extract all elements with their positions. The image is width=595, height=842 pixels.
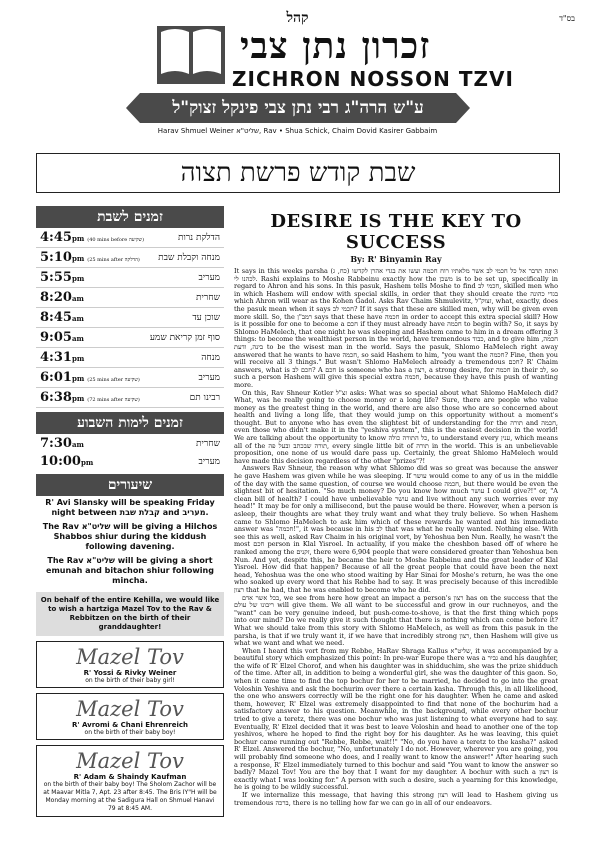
zman-row: 4:31pm מנחה: [36, 348, 224, 368]
mazal-tov-occasion: on the birth of their baby boy!: [84, 729, 176, 736]
kehilla-note: On behalf of the entire Kehilla, we would like to wish a hartziga Mazel Tov to the Rav & Rebbitzen on the birth of their granddaughter!: [36, 592, 224, 636]
mazal-tov-box: [36, 693, 224, 740]
title-english: ZICHRON NOSSON TZVI: [232, 67, 514, 91]
article-title: DESIRE IS THE KEY TO SUCCESS: [270, 211, 522, 253]
bsd-mark: בס"ד: [559, 14, 575, 23]
mazal-tov-box: [36, 641, 224, 688]
zman-row: 5:55pm מעריב: [36, 268, 224, 288]
mazal-tov-script: Mazel Tov: [76, 697, 184, 721]
zman-row: 6:01pm (25 mins after שקיעה) מעריב: [36, 368, 224, 388]
week-row: 7:30am שחרית: [40, 435, 220, 451]
open-book-icon: [155, 22, 227, 86]
mazal-tov-box: [36, 745, 224, 817]
mazal-tov-names: R' Yossi & Rivky Weiner: [83, 669, 177, 677]
week-row: 10:00pm מעריב: [40, 453, 220, 469]
mazal-tov-script: Mazel Tov: [76, 749, 184, 773]
mazal-tov-names: R' Avromi & Chani Ehrenreich: [72, 721, 188, 729]
article-byline: By: R' Binyamin Ray: [350, 254, 442, 264]
sidebar: [36, 206, 224, 817]
mazal-tov-names: R' Adam & Shaindy Kaufman: [73, 773, 187, 781]
shiurim-header: שיעורים: [36, 474, 224, 496]
article-paragraph: If we internalize this message, that having this strong רצון will lead to Hashem giving us tremendous ברכה, there is no telling how far we can go in all of our endeavors.: [234, 790, 558, 807]
staff-line: Harav Shmuel Weiner שליט"א, Rav • Shua Schick, Chaim Dovid Kasirer Gabbaim: [157, 127, 438, 135]
zman-row: 8:45am שוכן עד: [36, 308, 224, 328]
mazal-tov-occasion: on the birth of their baby boy! The Sholom Zachor will be at Maavar Mitla 7, Apt. 23 after 8:45. The Bris IY"H will be Monday morning at the Sadigura Hall on Shmuel Hanavi 79 at 8:45 AM.: [43, 781, 217, 812]
zmanim-week-header: זמנים לימות השבוע: [36, 412, 224, 434]
zmanim-shabbos-header: זמנים לשבת: [36, 206, 224, 228]
mazal-tov-occasion: on the birth of their baby girl!: [85, 677, 175, 684]
zman-row: 9:05am סוף זמן קריאת שמע: [36, 328, 224, 348]
shiur-item: R' Avi Slansky will be speaking Friday night between קבלת שבת and מעריב.: [45, 498, 215, 517]
article-paragraph: It says in this weeks parsha (כח, ג) ואתה תדבר אל כל חכמי לב אשר מלאתיו רוח חכמה ועשו את בגדי אהרן לקדשו לכהנו לי. Rashi explains to Moshe Rabbeinu exactly how the משכן is to be set up, specifically in regard to Ahron and his sons. In this pasuk, Hashem tells Moshe to find חכמי לב, skilled men who in which Hashem will endow with special skills, in order that they should create the בגדי כהונה which Ahron will wear as the Kohen Gadol. Asks Rav Chaim Shmulevitz, זצוק"ל, what, exactly, does the pasuk mean when it says חכמי לב? If it says that these are skilled men, why will be given even more skill. So, the רמב"ן says that these have חכמה in order to accept this extra special skill? How is it possible for one to become a חכם if they must already have חכמה to begin with? So, it says by Shlomo HaMelech, that one night he was sleeping and Hashem came to him in a dream offering 3 things: to become the wealthiest person in the world, have tremendous כבוד, and to give him חכמה, בינה, ודעת to be the wisest man in the world. Says the pasuk, Shlomo HaMelech right away answered that he wants to have חכמה, so said Hashem to him, "you want the חכמה? Fine, then you will receive all 3 things." But wasn't Shlomo HaMelech already a tremendous חכם? R' Chaim answers, what is חכם לב? A חכם is someone who has a רצון, a strong desire, for חכמה in their לב, so such a person Hashem will give this special extra חכמה, because they have this push of wanting more.: [234, 267, 559, 389]
zman-row: 5:10pm (25 mins after הדלקה) מנחה וקבלת שבת: [36, 248, 224, 268]
zman-row: 6:38pm (72 mins after שקיעה) רבינו תם: [36, 388, 224, 408]
zman-row: 4:45pm (40 mins before שקיעה) הדלקת נרות: [36, 228, 224, 248]
shiur-item: The Rav שליט"א will be giving a short emunah and bitachon shiur following mincha.: [46, 556, 214, 585]
zman-row: 8:20am שחרית: [36, 288, 224, 308]
parsha-title: שבת קודש פרשת תצוה: [36, 153, 560, 193]
article-body: [234, 268, 558, 807]
kahal-label: קהל: [286, 10, 309, 26]
mazal-tov-script: Mazel Tov: [76, 645, 184, 669]
shiurim-list: [36, 496, 224, 592]
article-paragraph: Answers Rav Shneur, the reason why what Shlomo did was so great was because the answer he gave Hashem was given while he was sleeping. If עושר would come to any of us in the middle of the day with the same question, of course we would choose חכמה, but there would be even the slightest bit of hesitation. "So much money? Do you know how much עושר I could give?!" or, "A clean bill of health? I could have unbelievable עושר and live without any such worries ever my head!" It may be for only a millisecond, but the pause would be there. However, when a person is asleep, their thoughts are what they truly want and what they truly believe. So when Hashem came to Shlomo HaMelech to ask him which of these rewards he wanted and his immediate answer was "חכמה!", it was because in his לב that was what he really wanted. Nothing else. With see this as well, asked Rav Chaim in his original vort, by Yehoshua ben Nun. Really, he wasn't the most חכם person in Klal Yisroel. In actuality, if you make the cheshbon based off of where he ranked among the זקנים, there were 6,904 people that were considered greater than Yehoshua ben Nun. And yet, despite this, he became the heir to Moshe Rabbeinu and the great leader of Klal Yisroel. How did that happen? Because of all the great people that could have been the next head, Yehoshua was the one who stood waiting by Har Sinai for Moshe's return, he was the one who soaked up every word that his Rebbe had to say. It was precisely because of this incredible רצון that he had, that he was enabled to become who he did.: [234, 464, 559, 594]
zmanim-shabbos-list: [36, 228, 224, 408]
article-paragraph: On this, Rav Shneur Kotler זצ"ל asks: What was so special about what Shlomo HaMelech did? What, was he really going to choose money or a long life? Sure, there are people who value money as the greatest thing in the world, and there are also those who are so concerned about health and living a long life, that they would jump on this opportunity without a moment's thought. But to anyone who has even the slightest bit of understanding for the תורה and חכמה, even those who didn't make it in the "yeshiva system", this is the easiest decision in the world! We are talking about the opportunity to know כל התורה כולה, to understand every ענין, which means all of the תורה שבכתב ובעל פה, every single little bit of תורה in the world. This is an unbelievable proposition, one none of us would dare pass up. Certainly, the great Shlomo HaMelech would have made this decision regardless of the other "prizes"?!: [234, 388, 558, 465]
article-paragraph: בכל אשר אדם, we see from here how great an impact a person's רצון has on the success that the ריבונו של עולם will give them. We all want to be successful and grow in our ruchneyos, and the "want" can be very genuine indeed, but push-come-to-shove, is that the first thing which pops into our mind? Do we really give it such thought that there is nothing which can come before it? What we should take from this story with Shlomo HaMelech, as well as from this pasuk in the parsha, is that if we truly want it, if we have that incredibly strong רצון, then Hashem will give us what we want and what we need.: [234, 593, 559, 648]
title-hebrew: זכרון נתן צבי: [240, 25, 431, 67]
article: [234, 211, 558, 807]
shiur-item: The Rav שליט"א will be giving a Hilchos Shabbos shiur during the kiddush following davening.: [42, 522, 218, 551]
dedication-banner: ע"ש הרה"ג רבי נתן צבי פינקל זצוק"ל: [140, 93, 456, 123]
article-paragraph: When I heard this vort from my Rebbe, HaRav Shraga Kallus שליט"א, it was accompanied by a beautiful story which emphasized this point: In pre-war Europe there was a גביר and his daughter, the wife of R' Elzel Chorof, and when his daughter was in shidduchim, she was the prize shidduch of the time. After all, in addition to being a wonderful girl, she was the daughter of this gaon. So, when it came time to find the top bochur for her to be married, he decided to go into the great Voloshin Yeshiva and ask the bochurim over there a certain kasha. Through this, in all likelihood, the one who answers correctly will be the right one for his daughter. When he came and asked them, however, R' Elzel was extremely disappointed to find that none of the bochurim had a satisfactory answer to his question. Meanwhile, in the background, while every other bochur tried to give a teretz, there was one bochur who was just listening to what everyone had to say. Eventually, R' Elzel decided that it was best to leave Voloshin and head to another one of the top yeshivos, where he hoped to find the right boy for his daughter. As he was leaving, this quiet bochur came running out "Rebbe, Rebbe, wait!!" "No, do you have a teretz to the kasha?" asked R' Elzel. Answered the bochur, "No, unfortunately I do not. However, wherever you are going, you will probably find someone who does, and I really want to know the answer!" After hearing such a response, R' Elzel immediately turned to this bochur and said "You want to know the answer so badly? Mazel Tov! You are the boy that I want for my daughter. A bochur with such a רצון is exactly what I was looking for." A person with such a desire, such a yearning for this knowledge, he is going to be wildly successful.: [234, 646, 558, 792]
